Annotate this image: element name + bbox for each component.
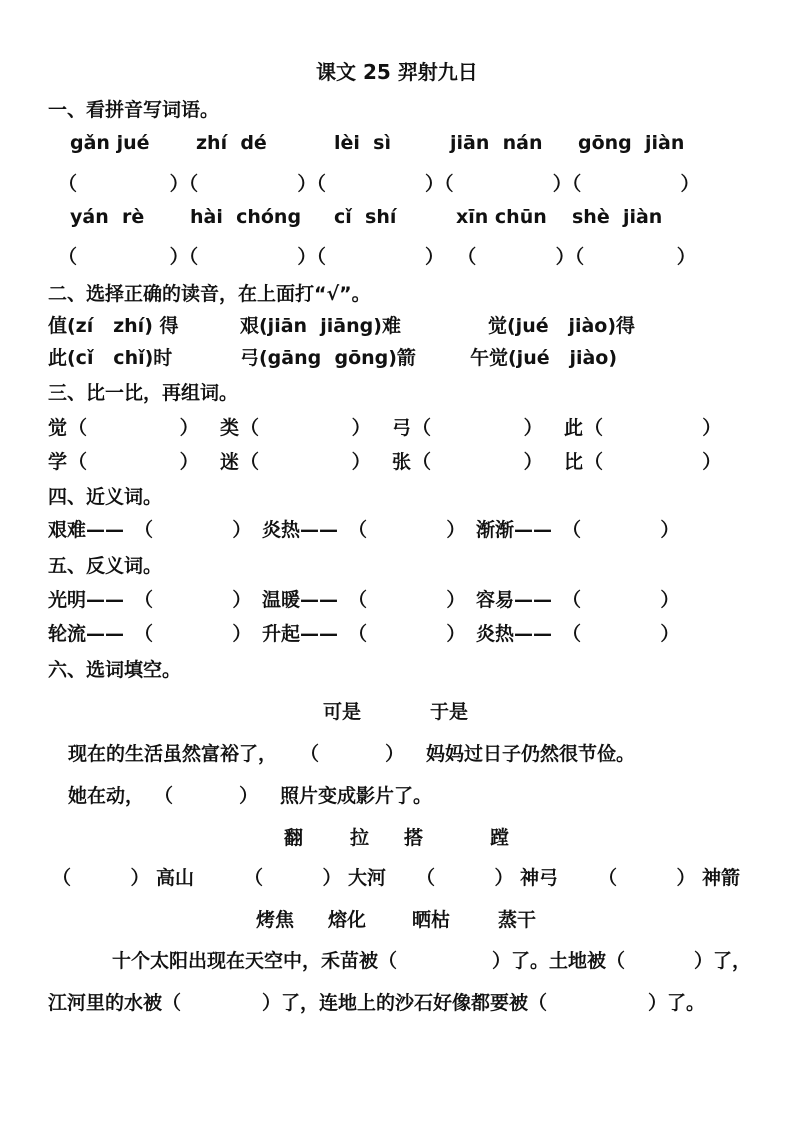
choice-item[interactable]: 觉(jué jiào)得: [488, 315, 636, 337]
answer-blank[interactable]: （ ）: [348, 589, 466, 611]
paragraph-text: 十个太阳出现在天空中，禾苗被（: [112, 950, 398, 972]
sentence-text: 她在动，: [68, 785, 145, 807]
word-choice: 熔化: [328, 909, 367, 931]
antonym-word: 光明——: [48, 589, 125, 611]
section-2-heading: 二、选择正确的读音，在上面打“√”。: [48, 283, 371, 305]
compare-char: 学: [48, 451, 68, 473]
word-choice: 晒枯: [412, 909, 451, 931]
sentence-text: 现在的生活虽然富裕了，: [68, 743, 278, 765]
pinyin-6: yán rè: [70, 206, 145, 228]
word-choice: 蒸干: [498, 909, 537, 931]
answer-blank[interactable]: （ ）: [598, 867, 696, 889]
pinyin-8: cǐ shí: [334, 206, 397, 228]
word-choice: 烤焦: [256, 909, 295, 931]
answer-blank[interactable]: （ ）: [562, 519, 680, 541]
answer-blank[interactable]: （ ）: [348, 519, 466, 541]
antonym-word: 轮流——: [48, 623, 125, 645]
answer-blank[interactable]: （ ）（ ）（ ）（ ）（ ）: [58, 173, 700, 195]
pinyin-7: hài chóng: [190, 206, 302, 228]
answer-blank[interactable]: （ ）: [584, 451, 722, 473]
paragraph-text: 江河里的水被（: [48, 992, 182, 1014]
answer-blank[interactable]: （ ）: [300, 743, 405, 765]
answer-blank[interactable]: （ ）: [584, 417, 722, 439]
pinyin-5: gōng jiàn: [578, 132, 685, 154]
pinyin-9: xīn chūn: [456, 206, 547, 228]
word-choice: 搭: [404, 827, 424, 849]
answer-blank[interactable]: （ ）: [134, 623, 252, 645]
word-choice: 拉: [350, 827, 370, 849]
word-choice: 于是: [430, 701, 469, 723]
fill-word: 神箭: [702, 867, 741, 889]
compare-char: 张: [392, 451, 412, 473]
sentence-text: 妈妈过日子仍然很节俭。: [426, 743, 636, 765]
antonym-word: 升起——: [262, 623, 339, 645]
section-3-heading: 三、比一比，再组词。: [48, 382, 239, 404]
synonym-word: 艰难——: [48, 519, 125, 541]
answer-blank[interactable]: （ ）: [240, 451, 371, 473]
paragraph-text: ）了。土地被（: [492, 950, 626, 972]
antonym-word: 温暖——: [262, 589, 339, 611]
fill-word: 神弓: [520, 867, 559, 889]
section-4-heading: 四、近义词。: [48, 486, 163, 508]
compare-char: 觉: [48, 417, 68, 439]
answer-blank[interactable]: （ ）: [412, 417, 543, 439]
antonym-word: 炎热——: [476, 623, 553, 645]
pinyin-4: jiān nán: [450, 132, 543, 154]
answer-blank[interactable]: （ ）（ ）（ ） （ ）（ ）: [58, 246, 696, 268]
synonym-word: 渐渐——: [476, 519, 553, 541]
antonym-word: 容易——: [476, 589, 553, 611]
paragraph-text: ）了。: [648, 992, 706, 1014]
page-title: 课文 25 羿射九日: [316, 60, 478, 84]
choice-item[interactable]: 艰(jiān jiāng)难: [240, 315, 401, 337]
choice-item[interactable]: 弓(gāng gōng)箭: [240, 347, 416, 369]
paragraph-text: ）了，连地上的沙石好像都要被（: [262, 992, 548, 1014]
compare-char: 比: [564, 451, 584, 473]
pinyin-1: gǎn jué: [70, 132, 150, 154]
answer-blank[interactable]: （ ）: [562, 589, 680, 611]
answer-blank[interactable]: （ ）: [154, 785, 259, 807]
answer-blank[interactable]: （ ）: [348, 623, 466, 645]
compare-char: 迷: [220, 451, 240, 473]
answer-blank[interactable]: （ ）: [134, 519, 252, 541]
section-5-heading: 五、反义词。: [48, 555, 163, 577]
choice-item[interactable]: 此(cǐ chǐ)时: [48, 347, 173, 369]
answer-blank[interactable]: （ ）: [134, 589, 252, 611]
section-1-heading: 一、看拼音写词语。: [48, 99, 220, 121]
pinyin-3: lèi sì: [334, 132, 391, 154]
choice-item[interactable]: 值(zí zhí) 得: [48, 315, 179, 337]
word-choice: 蹚: [490, 827, 510, 849]
choice-item[interactable]: 午觉(jué jiào): [470, 347, 618, 369]
compare-char: 此: [564, 417, 584, 439]
section-6-heading: 六、选词填空。: [48, 659, 182, 681]
fill-word: 大河: [348, 867, 387, 889]
answer-blank[interactable]: （ ）: [412, 451, 543, 473]
answer-blank[interactable]: （ ）: [52, 867, 150, 889]
answer-blank[interactable]: （ ）: [562, 623, 680, 645]
word-choice: 可是: [323, 701, 362, 723]
answer-blank[interactable]: （ ）: [416, 867, 514, 889]
pinyin-2: zhí dé: [196, 132, 267, 154]
word-choice: 翻: [284, 827, 304, 849]
answer-blank[interactable]: （ ）: [244, 867, 342, 889]
answer-blank[interactable]: （ ）: [68, 417, 199, 439]
compare-char: 类: [220, 417, 240, 439]
answer-blank[interactable]: （ ）: [240, 417, 371, 439]
sentence-text: 照片变成影片了。: [280, 785, 433, 807]
fill-word: 高山: [156, 867, 195, 889]
pinyin-10: shè jiàn: [572, 206, 663, 228]
answer-blank[interactable]: （ ）: [68, 451, 199, 473]
compare-char: 弓: [392, 417, 412, 439]
paragraph-text: ）了，: [694, 950, 752, 972]
synonym-word: 炎热——: [262, 519, 339, 541]
